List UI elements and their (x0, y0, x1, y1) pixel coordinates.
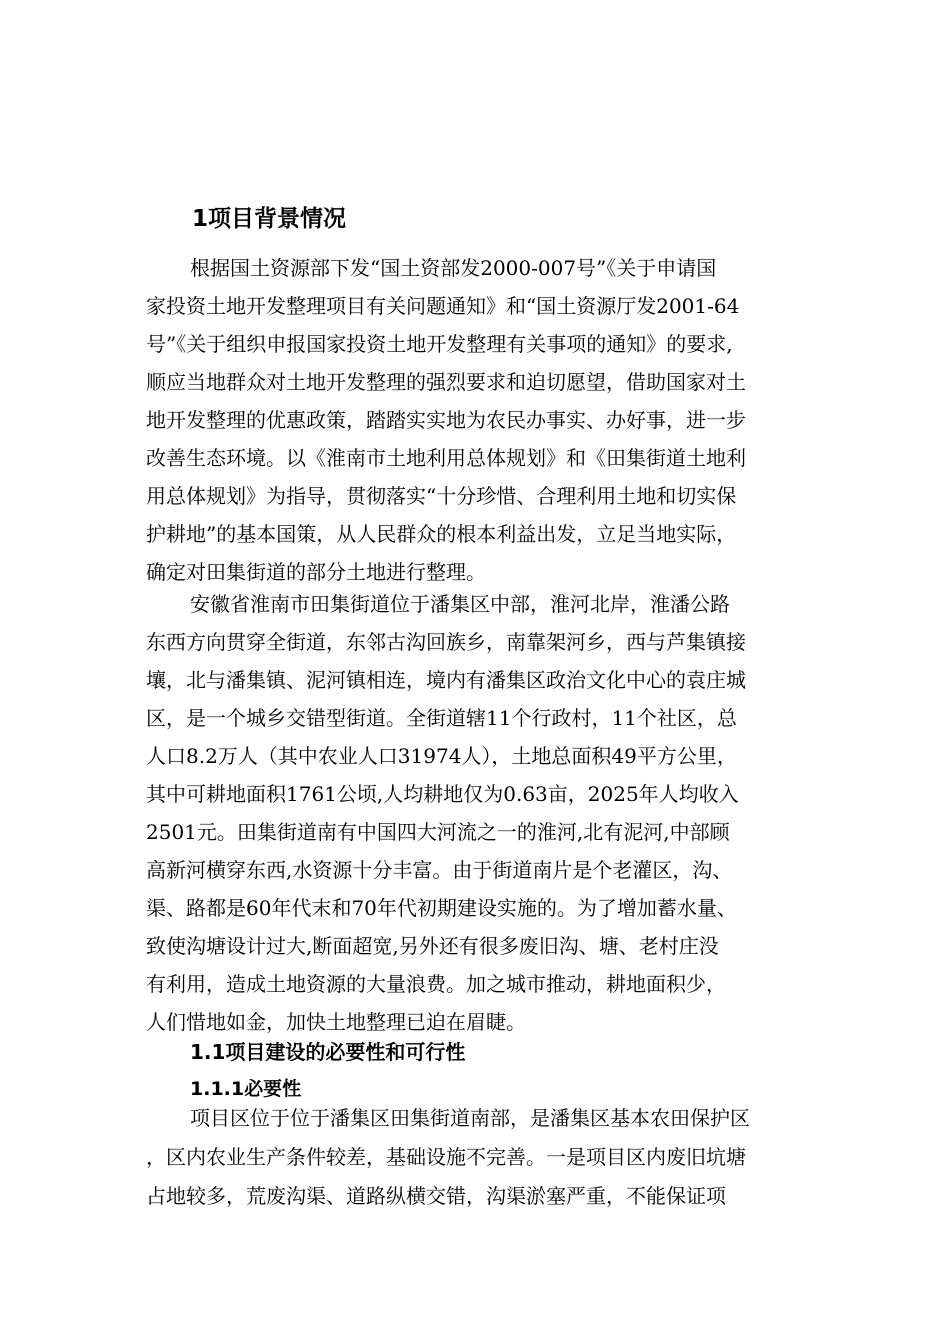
text-line: 确定对田集街道的部分土地进行整理。 (146, 560, 486, 584)
text-line: 家投资土地开发整理项目有关问题通知》和“国土资源厅发2001-64 (146, 294, 740, 318)
text-line: 致使沟塘设计过大,断面超宽,另外还有很多废旧沟、塘、老村庄没 (146, 934, 719, 958)
text-line: 其中可耕地面积1761公顷,人均耕地仅为0.63亩，2025年人均收入 (146, 782, 739, 806)
text-line: 项目区位于位于潘集区田集街道南部，是潘集区基本农田保护区 (190, 1106, 750, 1130)
text-line: 占地较多，荒废沟渠、道路纵横交错，沟渠淤塞严重，不能保证项 (146, 1184, 726, 1208)
text-line: 人们惜地如金，加快土地整理已迫在眉睫。 (146, 1010, 526, 1034)
text-line: 东西方向贯穿全街道，东邻古沟回族乡，南靠架河乡，西与芦集镇接 (146, 630, 746, 654)
text-line: 用总体规划》为指导，贯彻落实“十分珍惜、合理利用土地和切实保 (146, 484, 737, 508)
text-line: 改善生态环境。以《淮南市土地利用总体规划》和《田集街道土地利 (146, 446, 746, 470)
text-line: 顺应当地群众对土地开发整理的强烈要求和迫切愿望，借助国家对土 (146, 370, 746, 394)
text-line: 2501元。田集街道南有中国四大河流之一的淮河,北有泥河,中部顾 (146, 820, 730, 844)
text-line: 安徽省淮南市田集街道位于潘集区中部，淮河北岸，淮潘公路 (190, 592, 730, 616)
text-line: 号”《关于组织申报国家投资土地开发整理有关事项的通知》的要求, (146, 332, 733, 356)
section-heading-3: 1.1.1必要性 (190, 1078, 302, 1100)
text-line: 地开发整理的优惠政策，踏踏实实地为农民办事实、办好事，进一步 (146, 408, 746, 432)
section-heading-1: 1项目背景情况 (192, 206, 347, 232)
text-line: 有利用，造成土地资源的大量浪费。加之城市推动，耕地面积少， (146, 972, 726, 996)
text-line: 壤，北与潘集镇、泥河镇相连，境内有潘集区政治文化中心的袁庄城 (146, 668, 746, 692)
text-line: 高新河横穿东西,水资源十分丰富。由于街道南片是个老灌区，沟、 (146, 858, 733, 882)
text-line: 区，是一个城乡交错型街道。全街道辖11个行政村，11个社区，总 (146, 706, 737, 730)
text-line: 根据国土资源部下发“国土资部发2000-007号”《关于申请国 (190, 256, 717, 280)
text-line: 渠、路都是60年代末和70年代初期建设实施的。为了增加蓄水量、 (146, 896, 737, 920)
section-heading-2: 1.1项目建设的必要性和可行性 (190, 1040, 466, 1064)
text-line: ，区内农业生产条件较差，基础设施不完善。一是项目区内废旧坑塘 (146, 1145, 746, 1169)
text-line: 人口8.2万人（其中农业人口31974人），土地总面积49平方公里， (146, 744, 737, 768)
text-line: 护耕地”的基本国策，从人民群众的根本利益出发，立足当地实际， (146, 522, 737, 546)
